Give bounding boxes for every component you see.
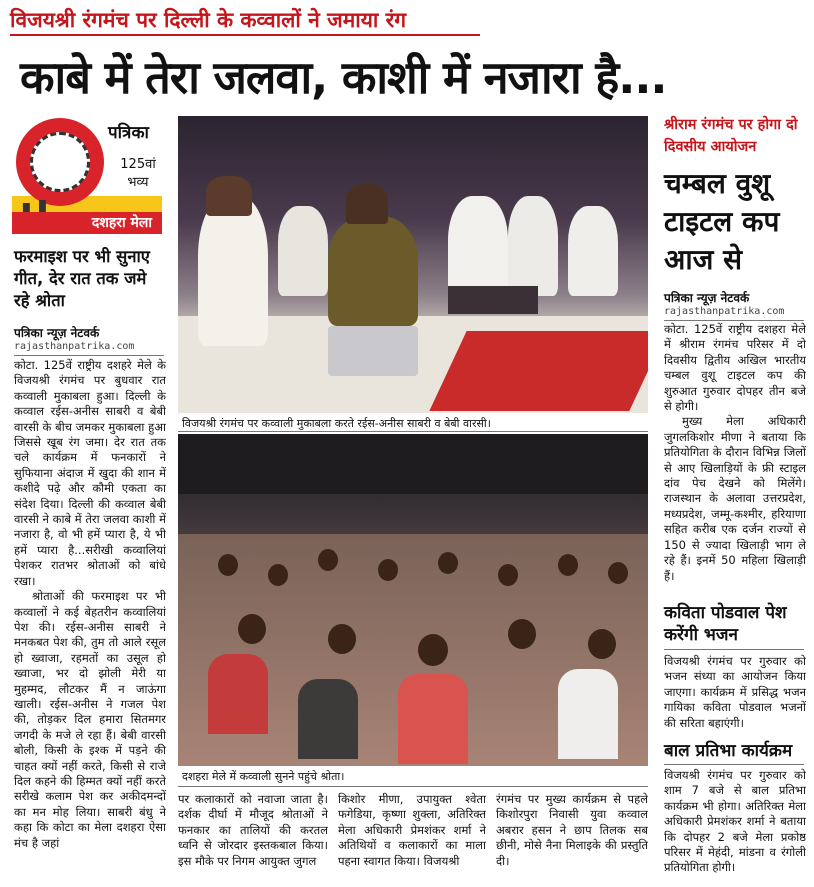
logo-anniversary: 125वां भव्य <box>120 157 156 190</box>
ferris-wheel-icon <box>16 118 104 206</box>
right-site: rajasthanpatrika.com <box>664 306 785 317</box>
left-rule <box>14 355 164 356</box>
right-title: चम्बल वुशू टाइटल कप आज से <box>664 167 780 276</box>
audience-crowd-photo <box>178 434 648 766</box>
right-rule-3 <box>664 764 804 765</box>
right-body-3: विजयश्री रंगमंच पर गुरुवार को शाम 7 बजे से बाल प्रतिभा कार्यक्रम भी होगा। अतिरिक्त मेला अधिकारी प्रेमशंकर शर्मा ने बताया कि दोपहर 2 बजे मेला प्रकोष्ठ परिसर में मेहंदी, मांडना व रंगोली प्रतियोगिता होगी। <box>664 768 806 875</box>
right-body-2: विजयश्री रंगमंच पर गुरुवार को भजन संध्या का आयोजन किया जाएगा। कार्यक्रम में प्रसिद्ध भजन गायिका कविता पोडवाल भजनों की सरिता बहाएंगी। <box>664 654 806 730</box>
right-rule-2 <box>664 649 804 650</box>
photo2-caption-rule <box>178 786 648 787</box>
left-para-2: श्रोताओं की फरमाइश पर भी कव्वालों ने कई बेहतरीन कव्वालियां पेश की। रईस-अनीस साबरी ने मनकबत पेश की, तुम तो आले रसूल हो ख्वाजा, रहमतों का उसूल हो ख्वाजा, भर दो झोली मेरी या मुहम्मद, लौटकर मैं न जाऊंगा खाली। रईस-अनीस ने गजल पेश की, तोड़कर दिल हमारा सितमगर जगदी के मजे ले रहा हैं। बेबी वारसी बोली, किसी के इश्क में पड़ने की चाहत क्यों नहीं करते, किसी से राजे दिल कहने की हिम्मत क्यों नहीं करते सरीखे कलाम पेश कर अकीदमन्दों का मन मोह लिया। साबरी बंधु ने कहा कि कोटा का मेला दशहरा ऐसा मंच है जहां <box>14 589 166 850</box>
left-site: rajasthanpatrika.com <box>14 341 135 352</box>
left-subhead: फरमाइश पर भी सुनाए गीत, देर रात तक जमे रहे श्रोता <box>14 247 150 310</box>
logo-band: दशहरा मेला <box>12 212 162 234</box>
bottom-col-2: किशोर मीणा, उपायुक्त श्वेता फगेडिया, कृष्णा शुक्ला, अतिरिक्त मेला अधिकारी प्रेमशंकर शर्मा ने अतिथियों व कलाकारों का माला पहना स्वागत किया। विजयश्री <box>338 792 486 868</box>
headline: काबे में तेरा जलवा, काशी में नजारा है... <box>20 51 667 104</box>
right-byline: पत्रिका न्यूज़ नेटवर्क <box>664 291 750 305</box>
photo1-caption: विजयश्री रंगमंच पर कव्वाली मुकाबला करते रईस-अनीस साबरी व बेबी वारसी। <box>182 417 491 430</box>
left-para-1: कोटा. 125वें राष्ट्रीय दशहरे मेले के विजयश्री रंगमंच पर बुधवार रात कव्वाली मुकाबला हुआ। दिल्ली के कव्वाल रईस-अनीस साबरी व बेबी वारसी के बीच जमकर मुकाबला हुआ जिससे खूब रंग जमा। देर रात तक चले कार्यक्रम में फनकारों ने सुफियाना अंदाज में खुदा की शान में कशीदे पढ़े और कौमी एकता का संदेश दिया। दिल्ली की कव्वाल बेबी वारसी ने काबे में तेरा जलवा काशी में नजारा है, वो भी हमें प्यारा है, ये भी हमें प्यारा है...सरीखी कव्वालियां पेशकर रातभर श्रोताओं को बांधे रखा। <box>14 358 166 588</box>
right-para-2: मुख्य मेला अधिकारी जुगलकिशोर मीणा ने बताया कि प्रतियोगिता के दौरान विभिन्न जिलों से आए खिलाड़ियों के फ्री स्टाइल दांव पेच देखने को मिलेंगे। राजस्थान के अलावा उत्तरप्रदेश, मध्यप्रदेश, जम्मू-कश्मीर, हरियाणा सहित करीब एक दर्जन राज्यों से 150 से ज्यादा खिलाड़ी भाग ले रहे हैं। इनमें 50 महिला खिलाड़ी हैं। <box>664 414 806 583</box>
right-body-1 <box>664 322 806 598</box>
kicker-rule <box>10 34 480 36</box>
photo2-caption: दशहरा मेले में कव्वाली सुनने पहुंचे श्रोता। <box>182 770 345 783</box>
right-para-1: कोटा. 125वें राष्ट्रीय दशहरा मेले में श्रीराम रंगमंच परिसर में दो दिवसीय द्वितीय अखिल भारतीय चम्बल वुशू टाइटल कप की शुरुआत गुरुवार दोपहर तीन बजे से होगी। <box>664 322 806 414</box>
qawwali-stage-photo <box>178 116 648 413</box>
right-rule <box>664 320 804 321</box>
right-subhead-2: कविता पोडवाल पेश करेंगी भजन <box>664 603 787 645</box>
bottom-col-3: रंगमंच पर मुख्य कार्यक्रम से पहले किशोरपुरा निवासी युवा कव्वाल अबरार हसन ने छाप तिलक सब छीनी, मोसे नैना मिलाइके की प्रस्तुति दी। <box>496 792 648 868</box>
left-story-body <box>14 358 166 886</box>
logo-brand: पत्रिका <box>108 123 149 143</box>
bottom-col-1: पर कलाकारों को नवाजा जाता है। दर्शक दीर्घा में मौजूद श्रोताओं ने फनकार का तालियों की करतल ध्वनि से जोरदार इस्तकबाल किया। इस मौके पर निगम आयुक्त जुगल <box>178 792 328 868</box>
photo1-caption-rule <box>178 431 648 432</box>
right-subhead-3: बाल प्रतिभा कार्यक्रम <box>664 741 793 761</box>
patrika-dussehra-logo <box>12 116 162 234</box>
story-kicker: विजयश्री रंगमंच पर दिल्ली के कव्वालों ने जमाया रंग <box>10 8 407 32</box>
left-byline: पत्रिका न्यूज़ नेटवर्क <box>14 326 100 340</box>
right-kicker: श्रीराम रंगमंच पर होगा दो दिवसीय आयोजन <box>664 117 798 155</box>
